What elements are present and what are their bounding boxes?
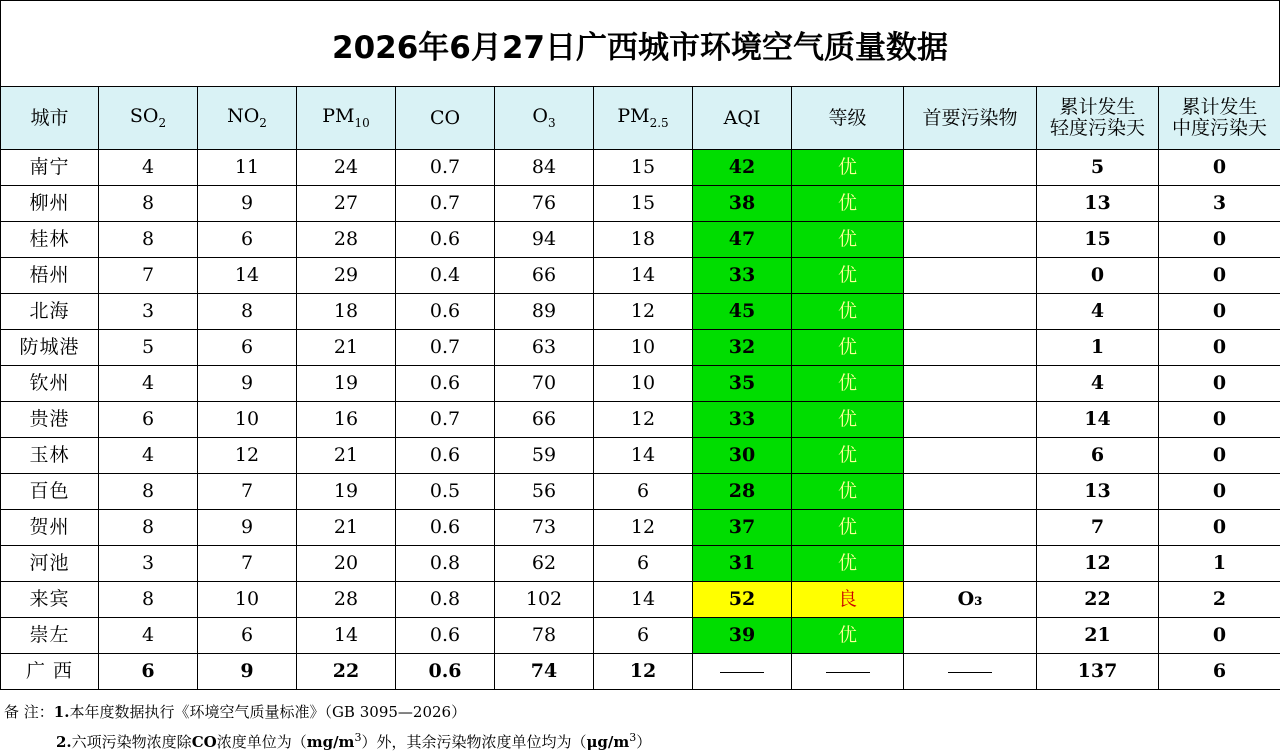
table-row (1, 510, 1280, 546)
o3-cell: 84 (495, 150, 594, 186)
aqi-cell: 38 (693, 186, 792, 222)
aqi-cell: 35 (693, 366, 792, 402)
aqi-cell: 33 (693, 258, 792, 294)
moderate-days-cell: 0 (1159, 474, 1280, 510)
header-light-pollution-days: 累计发生 轻度污染天 (1037, 87, 1159, 150)
city-cell: 桂林 (1, 222, 99, 258)
no2-cell: 10 (198, 582, 297, 618)
header-so2: $SO_2$ (99, 87, 198, 150)
so2-cell: 4 (99, 618, 198, 654)
aqi-cell: 42 (693, 150, 792, 186)
o3-cell: 63 (495, 330, 594, 366)
total-city-cell: 广 西 (1, 654, 99, 690)
no2-cell: 9 (198, 510, 297, 546)
level-cell: 优 (792, 438, 904, 474)
so2-cell: 6 (99, 402, 198, 438)
level-cell: 优 (792, 258, 904, 294)
no2-cell: 7 (198, 474, 297, 510)
o3-cell: 59 (495, 438, 594, 474)
so2-cell: 8 (99, 582, 198, 618)
aqi-table (0, 86, 1280, 690)
dash-mark (826, 672, 870, 673)
o3-cell: 56 (495, 474, 594, 510)
light-days-cell: 13 (1037, 186, 1159, 222)
co-cell: 0.6 (396, 294, 495, 330)
light-days-cell: 0 (1037, 258, 1159, 294)
pm25-cell: 6 (594, 474, 693, 510)
total-so2-cell: 6 (99, 654, 198, 690)
light-days-cell: 6 (1037, 438, 1159, 474)
no2-cell: 14 (198, 258, 297, 294)
level-cell: 优 (792, 150, 904, 186)
pm25-cell: 15 (594, 186, 693, 222)
header-pm10: $PM_{10}$ (297, 87, 396, 150)
o3-cell: 73 (495, 510, 594, 546)
table-row (1, 186, 1280, 222)
pm25-cell: 6 (594, 546, 693, 582)
aqi-cell: 33 (693, 402, 792, 438)
pm10-cell: 18 (297, 294, 396, 330)
so2-cell: 8 (99, 510, 198, 546)
level-cell: 良 (792, 582, 904, 618)
so2-cell: 3 (99, 294, 198, 330)
o3-cell: 70 (495, 366, 594, 402)
city-cell: 梧州 (1, 258, 99, 294)
primary-pollutant-cell (904, 222, 1037, 258)
light-days-cell: 7 (1037, 510, 1159, 546)
total-light-days-cell: 137 (1037, 654, 1159, 690)
total-co-cell: 0.6 (396, 654, 495, 690)
table-row (1, 546, 1280, 582)
moderate-days-cell: 0 (1159, 258, 1280, 294)
moderate-days-cell: 0 (1159, 222, 1280, 258)
o3-cell: 102 (495, 582, 594, 618)
aqi-cell: 28 (693, 474, 792, 510)
so2-cell: 8 (99, 474, 198, 510)
light-days-cell: 5 (1037, 150, 1159, 186)
level-cell: 优 (792, 186, 904, 222)
table-row (1, 330, 1280, 366)
o3-cell: 66 (495, 258, 594, 294)
table-row (1, 222, 1280, 258)
header-co: CO (396, 87, 495, 150)
total-row (1, 654, 1280, 690)
moderate-days-cell: 0 (1159, 294, 1280, 330)
light-days-cell: 13 (1037, 474, 1159, 510)
pm25-cell: 6 (594, 618, 693, 654)
aqi-cell: 32 (693, 330, 792, 366)
o3-cell: 78 (495, 618, 594, 654)
pm10-cell: 27 (297, 186, 396, 222)
o3-cell: 66 (495, 402, 594, 438)
pm10-cell: 21 (297, 438, 396, 474)
city-cell: 北海 (1, 294, 99, 330)
header-primary-pollutant: 首要污染物 (904, 87, 1037, 150)
o3-cell: 94 (495, 222, 594, 258)
pm10-cell: 24 (297, 150, 396, 186)
total-moderate-days-cell: 6 (1159, 654, 1280, 690)
light-days-cell: 22 (1037, 582, 1159, 618)
no2-cell: 11 (198, 150, 297, 186)
co-cell: 0.4 (396, 258, 495, 294)
total-level-cell (792, 654, 904, 690)
city-cell: 来宾 (1, 582, 99, 618)
pm10-cell: 21 (297, 510, 396, 546)
total-no2-cell: 9 (198, 654, 297, 690)
total-aqi-cell (693, 654, 792, 690)
table-row (1, 474, 1280, 510)
city-cell: 崇左 (1, 618, 99, 654)
city-cell: 贵港 (1, 402, 99, 438)
primary-pollutant-cell (904, 294, 1037, 330)
so2-cell: 8 (99, 186, 198, 222)
co-cell: 0.7 (396, 150, 495, 186)
table-row (1, 438, 1280, 474)
total-pm25-cell: 12 (594, 654, 693, 690)
pm25-cell: 15 (594, 150, 693, 186)
header-o3: $O_3$ (495, 87, 594, 150)
so2-cell: 4 (99, 150, 198, 186)
no2-cell: 10 (198, 402, 297, 438)
primary-pollutant-cell: O₃ (904, 582, 1037, 618)
no2-cell: 6 (198, 222, 297, 258)
light-days-cell: 21 (1037, 618, 1159, 654)
level-cell: 优 (792, 546, 904, 582)
aqi-cell: 45 (693, 294, 792, 330)
pm25-cell: 12 (594, 510, 693, 546)
primary-pollutant-cell (904, 258, 1037, 294)
aqi-cell: 30 (693, 438, 792, 474)
pm10-cell: 29 (297, 258, 396, 294)
co-cell: 0.6 (396, 222, 495, 258)
table-row (1, 402, 1280, 438)
pm10-cell: 14 (297, 618, 396, 654)
aqi-cell: 47 (693, 222, 792, 258)
table-row (1, 150, 1280, 186)
city-cell: 河池 (1, 546, 99, 582)
moderate-days-cell: 0 (1159, 150, 1280, 186)
aqi-cell: 31 (693, 546, 792, 582)
so2-cell: 4 (99, 366, 198, 402)
dash-mark (720, 672, 764, 673)
primary-pollutant-cell (904, 330, 1037, 366)
co-cell: 0.7 (396, 186, 495, 222)
pm25-cell: 12 (594, 402, 693, 438)
level-cell: 优 (792, 618, 904, 654)
level-cell: 优 (792, 330, 904, 366)
level-cell: 优 (792, 402, 904, 438)
primary-pollutant-cell (904, 618, 1037, 654)
primary-pollutant-cell (904, 546, 1037, 582)
primary-pollutant-cell (904, 366, 1037, 402)
co-cell: 0.7 (396, 330, 495, 366)
moderate-days-cell: 0 (1159, 618, 1280, 654)
co-cell: 0.6 (396, 618, 495, 654)
pm25-cell: 10 (594, 330, 693, 366)
pm10-cell: 19 (297, 366, 396, 402)
city-cell: 玉林 (1, 438, 99, 474)
city-cell: 百色 (1, 474, 99, 510)
o3-cell: 76 (495, 186, 594, 222)
note-2: 2.六项污染物浓度除CO浓度单位为$(mg/m^3)$外，其余污染物浓度单位均为$(\mu g/m^3)$ (4, 725, 1274, 755)
pm10-cell: 19 (297, 474, 396, 510)
so2-cell: 3 (99, 546, 198, 582)
moderate-days-cell: 3 (1159, 186, 1280, 222)
note-1: 备 注：1.本年度数据执行《环境空气质量标准》（GB 3095—2026） (4, 699, 1274, 725)
no2-cell: 8 (198, 294, 297, 330)
so2-cell: 5 (99, 330, 198, 366)
light-days-cell: 14 (1037, 402, 1159, 438)
moderate-days-cell: 0 (1159, 510, 1280, 546)
co-cell: 0.6 (396, 366, 495, 402)
table-row (1, 294, 1280, 330)
moderate-days-cell: 0 (1159, 330, 1280, 366)
aqi-cell: 37 (693, 510, 792, 546)
moderate-days-cell: 0 (1159, 366, 1280, 402)
primary-pollutant-cell (904, 438, 1037, 474)
co-cell: 0.5 (396, 474, 495, 510)
so2-cell: 7 (99, 258, 198, 294)
co-cell: 0.6 (396, 438, 495, 474)
pm10-cell: 28 (297, 582, 396, 618)
light-days-cell: 1 (1037, 330, 1159, 366)
pm25-cell: 18 (594, 222, 693, 258)
pm25-cell: 10 (594, 366, 693, 402)
aqi-cell: 52 (693, 582, 792, 618)
city-cell: 贺州 (1, 510, 99, 546)
header-city: 城市 (1, 87, 99, 150)
co-cell: 0.6 (396, 510, 495, 546)
city-cell: 柳州 (1, 186, 99, 222)
so2-cell: 8 (99, 222, 198, 258)
moderate-days-cell: 2 (1159, 582, 1280, 618)
city-cell: 南宁 (1, 150, 99, 186)
no2-cell: 6 (198, 330, 297, 366)
level-cell: 优 (792, 222, 904, 258)
pm25-cell: 14 (594, 438, 693, 474)
dash-mark (948, 672, 992, 673)
report-title: 2026年6月27日广西城市环境空气质量数据 (0, 0, 1280, 87)
primary-pollutant-cell (904, 510, 1037, 546)
pm25-cell: 12 (594, 294, 693, 330)
light-days-cell: 4 (1037, 294, 1159, 330)
pm25-cell: 14 (594, 582, 693, 618)
notes (4, 699, 1274, 755)
o3-cell: 62 (495, 546, 594, 582)
header-moderate-pollution-days: 累计发生 中度污染天 (1159, 87, 1280, 150)
city-cell: 钦州 (1, 366, 99, 402)
header-aqi: AQI (693, 87, 792, 150)
primary-pollutant-cell (904, 186, 1037, 222)
pm10-cell: 20 (297, 546, 396, 582)
no2-cell: 12 (198, 438, 297, 474)
city-cell: 防城港 (1, 330, 99, 366)
header-level: 等级 (792, 87, 904, 150)
primary-pollutant-cell (904, 150, 1037, 186)
level-cell: 优 (792, 294, 904, 330)
no2-cell: 7 (198, 546, 297, 582)
light-days-cell: 12 (1037, 546, 1159, 582)
primary-pollutant-cell (904, 474, 1037, 510)
total-o3-cell: 74 (495, 654, 594, 690)
pm10-cell: 28 (297, 222, 396, 258)
total-pm10-cell: 22 (297, 654, 396, 690)
header-pm25: $PM_{2.5}$ (594, 87, 693, 150)
so2-cell: 4 (99, 438, 198, 474)
pm25-cell: 14 (594, 258, 693, 294)
level-cell: 优 (792, 474, 904, 510)
o3-cell: 89 (495, 294, 594, 330)
aqi-cell: 39 (693, 618, 792, 654)
light-days-cell: 15 (1037, 222, 1159, 258)
total-primary-cell (904, 654, 1037, 690)
level-cell: 优 (792, 366, 904, 402)
primary-pollutant-cell (904, 402, 1037, 438)
header-no2: $NO_2$ (198, 87, 297, 150)
no2-cell: 9 (198, 366, 297, 402)
co-cell: 0.8 (396, 582, 495, 618)
table-row (1, 582, 1280, 618)
light-days-cell: 4 (1037, 366, 1159, 402)
table-row (1, 258, 1280, 294)
moderate-days-cell: 0 (1159, 402, 1280, 438)
co-cell: 0.7 (396, 402, 495, 438)
header-row (1, 87, 1280, 150)
no2-cell: 6 (198, 618, 297, 654)
pm10-cell: 16 (297, 402, 396, 438)
table-row (1, 366, 1280, 402)
table-row (1, 618, 1280, 654)
no2-cell: 9 (198, 186, 297, 222)
co-cell: 0.8 (396, 546, 495, 582)
pm10-cell: 21 (297, 330, 396, 366)
level-cell: 优 (792, 510, 904, 546)
moderate-days-cell: 0 (1159, 438, 1280, 474)
moderate-days-cell: 1 (1159, 546, 1280, 582)
